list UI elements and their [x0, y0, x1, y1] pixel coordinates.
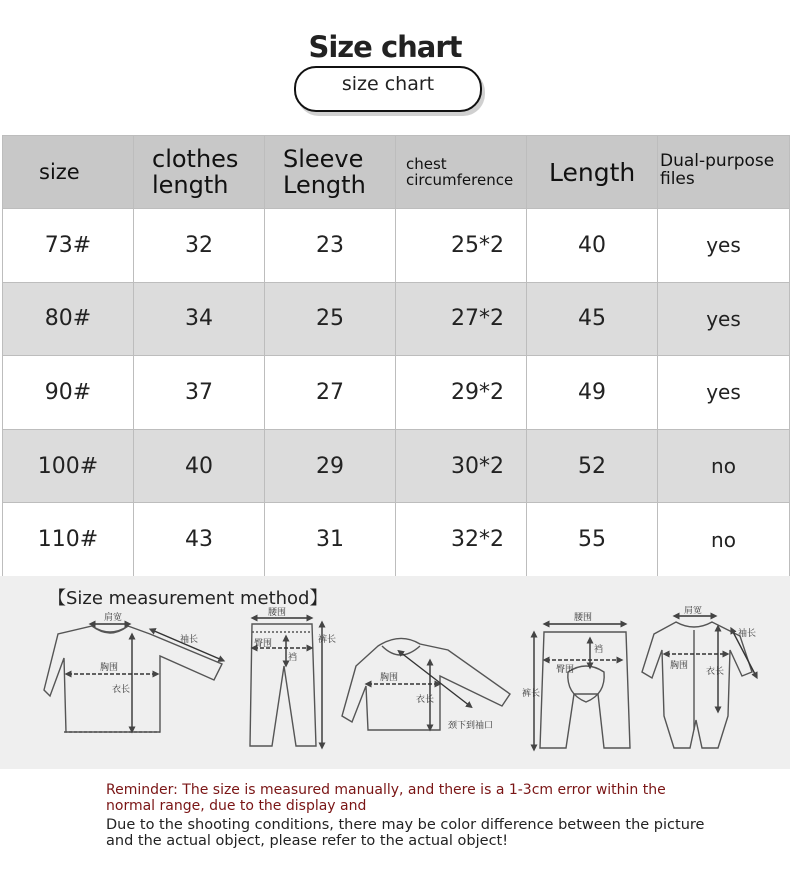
label-romper-shoulder: 肩宽	[684, 606, 703, 616]
header-size: size	[3, 136, 134, 209]
measurement-diagrams	[0, 606, 790, 766]
cell-dual: yes	[658, 209, 790, 283]
cell-size: 90#	[3, 356, 134, 430]
header-chest: chest circumference	[396, 136, 527, 209]
split-pants-diagram	[534, 624, 630, 748]
cell-length: 52	[527, 429, 658, 503]
table-header-row	[3, 136, 790, 209]
cell-chest: 25*2	[396, 209, 527, 283]
label-split-hip: 臀围	[556, 665, 575, 675]
label-hip: 臀围	[254, 639, 273, 649]
label-pants-length: 裤长	[318, 635, 337, 645]
cell-size: 80#	[3, 282, 134, 356]
cell-sleeve-length: 27	[265, 356, 396, 430]
label-chest: 胸围	[100, 663, 119, 673]
cell-chest: 30*2	[396, 429, 527, 503]
raglan-shirt-diagram	[342, 638, 510, 730]
reminder-text: Reminder: The size is measured manually, and there is a 1-3cm error within the normal range, due to the display and	[106, 782, 666, 814]
cell-dual: yes	[658, 356, 790, 430]
header-length: Length	[527, 136, 658, 209]
label-romper-chest: 胸围	[670, 661, 689, 671]
cell-chest: 32*2	[396, 503, 527, 577]
cell-dual: yes	[658, 282, 790, 356]
size-chart-pill	[294, 66, 482, 112]
table-row	[3, 282, 790, 356]
header-sleeve-length: Sleeve Length	[265, 136, 396, 209]
table-row	[3, 209, 790, 283]
measurement-method-label: 【Size measurement method】	[48, 588, 328, 609]
label-split-crotch: 裆	[594, 645, 604, 655]
cell-size: 100#	[3, 429, 134, 503]
header-dual-purpose: Dual-purpose files	[658, 136, 790, 209]
color-note: Due to the shooting conditions, there may be color difference between the picture and the actual object, please refer to the actual object!	[106, 817, 705, 849]
cell-sleeve-length: 25	[265, 282, 396, 356]
label-romper-sleeve: 袖长	[738, 629, 757, 639]
cell-clothes-length: 37	[134, 356, 265, 430]
page-title: Size chart	[308, 30, 462, 64]
cell-sleeve-length: 31	[265, 503, 396, 577]
label-neck-to-cuff: 颈下到袖口	[448, 721, 494, 731]
cell-dual: no	[658, 429, 790, 503]
cell-sleeve-length: 29	[265, 429, 396, 503]
cell-chest: 29*2	[396, 356, 527, 430]
cell-clothes-length: 34	[134, 282, 265, 356]
cell-clothes-length: 40	[134, 429, 265, 503]
cell-clothes-length: 32	[134, 209, 265, 283]
cell-length: 40	[527, 209, 658, 283]
cell-length: 45	[527, 282, 658, 356]
cell-clothes-length: 43	[134, 503, 265, 577]
size-table	[2, 135, 790, 577]
table-row	[3, 429, 790, 503]
cell-dual: no	[658, 503, 790, 577]
cell-length: 49	[527, 356, 658, 430]
size-chart-pill-label: size chart	[341, 73, 435, 95]
label-raglan-length: 衣长	[416, 695, 435, 705]
table-row	[3, 503, 790, 577]
pants-diagram	[250, 618, 322, 746]
label-split-waist: 腰围	[574, 613, 593, 623]
cell-size: 73#	[3, 209, 134, 283]
table-row	[3, 356, 790, 430]
cell-size: 110#	[3, 503, 134, 577]
label-waist: 腰围	[268, 608, 287, 618]
cell-length: 55	[527, 503, 658, 577]
cell-chest: 27*2	[396, 282, 527, 356]
label-crotch: 裆	[288, 653, 298, 663]
cell-sleeve-length: 23	[265, 209, 396, 283]
label-raglan-chest: 胸围	[380, 673, 399, 683]
label-garment-length: 衣长	[112, 685, 131, 695]
header-clothes-length: clothes length	[134, 136, 265, 209]
label-split-length: 裤长	[522, 689, 541, 699]
label-sleeve: 袖长	[180, 635, 199, 645]
label-romper-length: 衣长	[706, 667, 725, 677]
label-shoulder: 肩宽	[104, 613, 123, 623]
